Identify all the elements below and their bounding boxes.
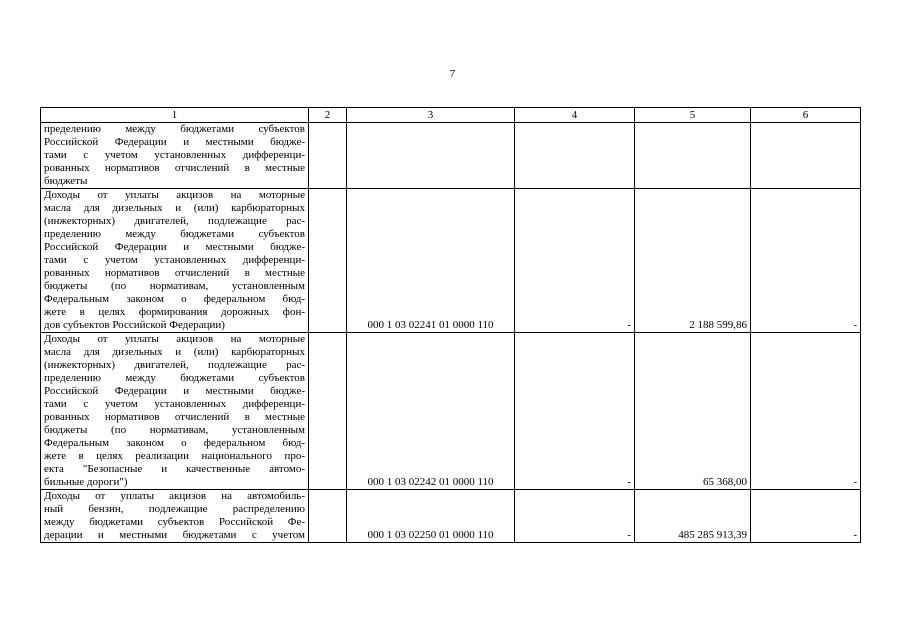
col6-value-cell: - — [751, 189, 861, 333]
description-line: тами с учетом установленных дифференци- — [44, 149, 305, 161]
col4-value-cell: - — [515, 490, 635, 543]
description-line: Доходы от уплаты акцизов на автомобиль- — [44, 490, 305, 502]
column-header: 4 — [515, 108, 635, 123]
description-line: Российской Федерации и местными бюдже- — [44, 385, 305, 397]
description-line: масла для дизельных и (или) карбюраторных — [44, 202, 305, 214]
row-description — [41, 490, 309, 543]
table-row — [41, 189, 861, 333]
description-line: Федеральным законом о федеральном бюд- — [44, 437, 305, 449]
column-header: 2 — [309, 108, 347, 123]
description-line: рованных нормативов отчислений в местные — [44, 267, 305, 279]
description-line: тами с учетом установленных дифференци- — [44, 398, 305, 410]
description-line: жете в целях реализации национального про- — [44, 450, 305, 462]
col2-cell — [309, 333, 347, 490]
description-line: дерации и местными бюджетами с учетом — [44, 529, 305, 541]
table-row — [41, 123, 861, 189]
description-line: (инжекторных) двигателей, подлежащие рас- — [44, 215, 305, 227]
description-line: (инжекторных) двигателей, подлежащие рас- — [44, 359, 305, 371]
description-line: Доходы от уплаты акцизов на моторные — [44, 333, 305, 345]
table-row — [41, 490, 861, 543]
col4-value-cell: - — [515, 333, 635, 490]
row-description — [41, 189, 309, 333]
col2-cell — [309, 123, 347, 189]
row-description — [41, 333, 309, 490]
amount-cell: 485 285 913,39 — [635, 490, 751, 543]
column-header: 6 — [751, 108, 861, 123]
description-line: бильные дороги") — [44, 476, 128, 488]
description-line: тами с учетом установленных дифференци- — [44, 254, 305, 266]
column-header: 3 — [347, 108, 515, 123]
description-line: бюджеты (по нормативам, установленным — [44, 424, 305, 436]
amount-cell: 65 368,00 — [635, 333, 751, 490]
description-line: жете в целях формирования дорожных фон- — [44, 306, 305, 318]
budget-code-cell: 000 1 03 02242 01 0000 110 — [347, 333, 515, 490]
description-line: пределению между бюджетами субъектов — [44, 123, 305, 135]
col6-value-cell — [751, 123, 861, 189]
description-line: дов субъектов Российской Федерации) — [44, 319, 225, 331]
description-line: пределению между бюджетами субъектов — [44, 372, 305, 384]
description-line: бюджеты (по нормативам, установленным — [44, 280, 305, 292]
description-line: Федеральным законом о федеральном бюд- — [44, 293, 305, 305]
budget-code-cell: 000 1 03 02250 01 0000 110 — [347, 490, 515, 543]
budget-table — [40, 107, 861, 543]
table-row — [41, 333, 861, 490]
description-line: екта "Безопасные и качественные автомо- — [44, 463, 305, 475]
description-line: ный бензин, подлежащие распределению — [44, 503, 305, 515]
page-number: 7 — [449, 68, 456, 80]
table-header-row — [41, 108, 861, 123]
col2-cell — [309, 490, 347, 543]
column-header: 5 — [635, 108, 751, 123]
row-description — [41, 123, 309, 189]
description-line: Российской Федерации и местными бюдже- — [44, 136, 305, 148]
col4-value-cell — [515, 123, 635, 189]
description-line: рованных нормативов отчислений в местные — [44, 162, 305, 174]
col6-value-cell: - — [751, 490, 861, 543]
description-line: бюджеты — [44, 175, 88, 187]
column-header: 1 — [41, 108, 309, 123]
description-line: рованных нормативов отчислений в местные — [44, 411, 305, 423]
description-line: Российской Федерации и местными бюдже- — [44, 241, 305, 253]
description-line: пределению между бюджетами субъектов — [44, 228, 305, 240]
description-line: Доходы от уплаты акцизов на моторные — [44, 189, 305, 201]
col4-value-cell: - — [515, 189, 635, 333]
amount-cell — [635, 123, 751, 189]
description-line: масла для дизельных и (или) карбюраторных — [44, 346, 305, 358]
description-line: между бюджетами субъектов Российской Фе- — [44, 516, 305, 528]
amount-cell: 2 188 599,86 — [635, 189, 751, 333]
budget-code-cell: 000 1 03 02241 01 0000 110 — [347, 189, 515, 333]
col6-value-cell: - — [751, 333, 861, 490]
col2-cell — [309, 189, 347, 333]
budget-code-cell — [347, 123, 515, 189]
